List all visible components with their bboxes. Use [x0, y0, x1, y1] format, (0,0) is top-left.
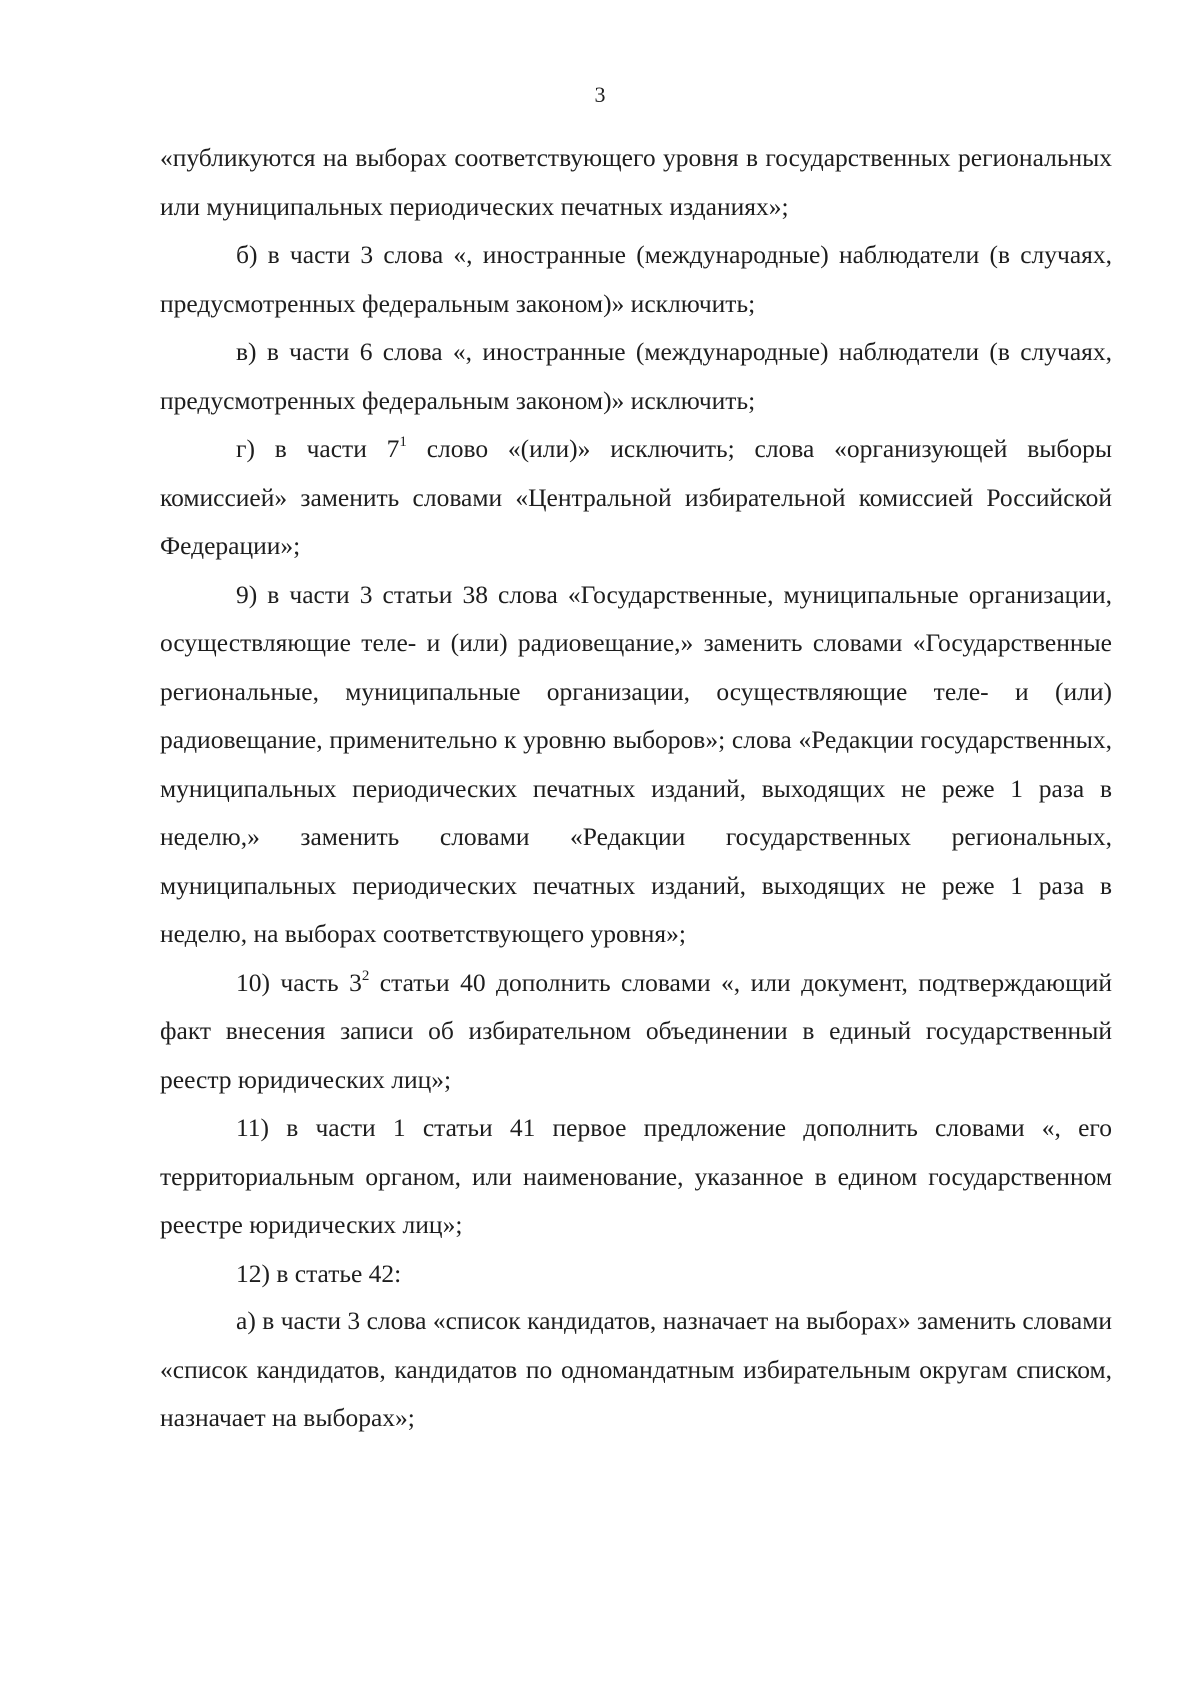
superscript-one: 1 [399, 434, 407, 450]
document-body [160, 134, 1112, 1443]
paragraph-item-12: 12) в статье 42: [236, 1258, 402, 1288]
superscript-two: 2 [361, 967, 370, 984]
paragraph-item-10 [160, 959, 1112, 1105]
paragraph-item-a: а) в части 3 слова «список кандидатов, назначает на выборах» заменить словами «список кандидатов, кандидатов по одномандатным избирательным округам списком, назначает на выборах»; [160, 1306, 1112, 1432]
paragraph-item-10-text-before: 10) часть 3 [236, 967, 362, 997]
page-number: 3 [594, 82, 606, 107]
paragraph-continuation: «публикуются на выборах соответствующего уровня в государственных региональных или муниципальных периодических печатных изданиях»; [160, 143, 1112, 221]
paragraph-item-g-text-before: г) в части 7 [236, 434, 400, 463]
paragraph-item-11: 11) в части 1 статьи 41 первое предложение дополнить словами «, его территориальным органом, или наименование, указанное в едином государственном реестре юридических лиц»; [160, 1113, 1112, 1239]
paragraph-item-9: 9) в части 3 статьи 38 слова «Государственные, муниципальные организации, осуществляющие теле- и (или) радиовещание,» заменить словами «Государственные региональные, муниципальные организации, осуществляющие теле- и (или) радиовещание, применительно к уровню выборов»; слова «Редакции государственных, муниципальных периодических печатных изданий, выходящих не реже 1 раза в неделю,» заменить словами «Редакции государственных региональных, муниципальных периодических печатных изданий, выходящих не реже 1 раза в неделю, на выборах соответствующего уровня»; [160, 579, 1112, 948]
paragraph-item-g-text-after: слово «(или)» исключить; слова «организующей выборы комиссией» заменить словами «Центральной избирательной комиссией Российской Федерации»; [160, 434, 1112, 560]
paragraph-item-v: в) в части 6 слова «, иностранные (международные) наблюдатели (в случаях, предусмотренных федеральным законом)» исключить; [160, 337, 1112, 415]
paragraph-item-10-text-after: статьи 40 дополнить словами «, или документ, подтверждающий факт внесения записи об избирательном объединении в единый государственный реестр юридических лиц»; [160, 967, 1112, 1094]
paragraph-item-b: б) в части 3 слова «, иностранные (международные) наблюдатели (в случаях, предусмотренных федеральным законом)» исключить; [160, 240, 1112, 318]
paragraph-item-g [160, 425, 1112, 571]
